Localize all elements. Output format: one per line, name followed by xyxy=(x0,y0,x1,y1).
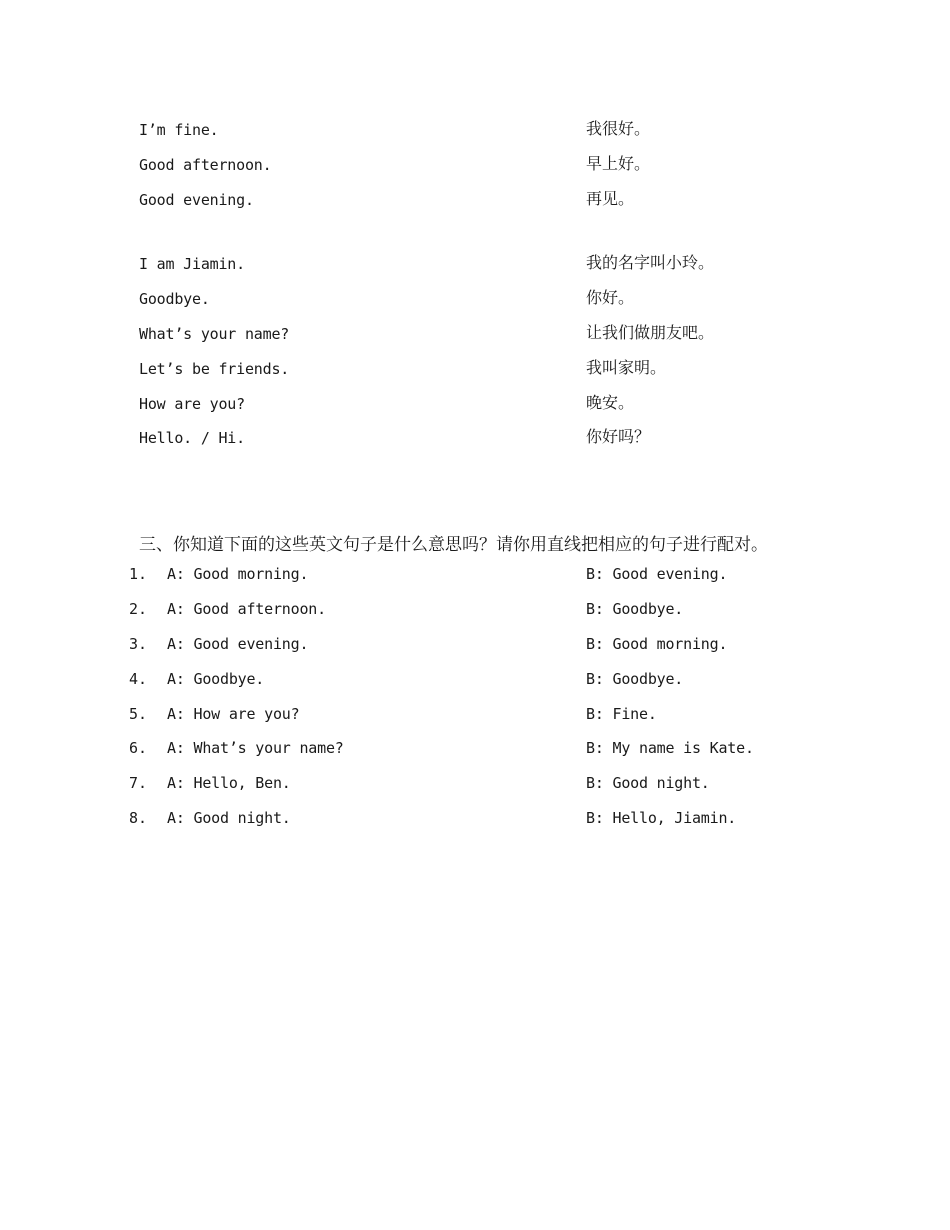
dialog-row xyxy=(0,801,950,836)
dialog-a: A: Good night. xyxy=(167,809,291,827)
english-phrase: What’s your name? xyxy=(139,325,290,343)
match-row xyxy=(0,148,950,183)
dialog-row xyxy=(0,592,950,627)
match-row xyxy=(0,317,950,352)
english-phrase: Good afternoon. xyxy=(139,156,272,174)
dialog-a: A: Good evening. xyxy=(167,635,309,653)
item-number: 1. xyxy=(129,565,148,583)
dialog-row xyxy=(0,662,950,697)
match-row xyxy=(0,282,950,317)
chinese-phrase: 我很好。 xyxy=(586,119,651,138)
match-row xyxy=(0,421,950,456)
english-phrase: Hello. / Hi. xyxy=(139,429,245,447)
dialog-row xyxy=(0,697,950,732)
english-phrase: I’m fine. xyxy=(139,121,219,139)
dialog-row xyxy=(0,731,950,766)
dialog-b: B: Goodbye. xyxy=(586,670,684,688)
dialog-b: B: Goodbye. xyxy=(586,600,684,618)
english-phrase: Goodbye. xyxy=(139,290,210,308)
match-row xyxy=(0,352,950,387)
english-phrase: Let’s be friends. xyxy=(139,360,290,378)
dialog-a: A: Hello, Ben. xyxy=(167,774,291,792)
section-heading: 三、你知道下面的这些英文句子是什么意思吗？请你用直线把相应的句子进行配对。 xyxy=(139,535,768,555)
item-number: 3. xyxy=(129,635,148,653)
match-row xyxy=(0,387,950,422)
dialog-b: B: Hello, Jiamin. xyxy=(586,809,737,827)
dialog-b: B: My name is Kate. xyxy=(586,739,754,757)
item-number: 7. xyxy=(129,774,148,792)
dialog-a: A: What’s your name? xyxy=(167,739,344,757)
chinese-phrase: 晚安。 xyxy=(586,393,635,412)
chinese-phrase: 让我们做朋友吧。 xyxy=(586,323,715,342)
dialog-b: B: Good evening. xyxy=(586,565,728,583)
dialog-b: B: Fine. xyxy=(586,705,657,723)
item-number: 2. xyxy=(129,600,148,618)
chinese-phrase: 你好吗？ xyxy=(586,427,651,446)
dialog-row xyxy=(0,557,950,592)
dialog-a: A: Good morning. xyxy=(167,565,309,583)
chinese-phrase: 再见。 xyxy=(586,189,635,208)
item-number: 8. xyxy=(129,809,148,827)
chinese-phrase: 我叫家明。 xyxy=(586,358,667,377)
match-row xyxy=(0,113,950,148)
dialog-a: A: Good afternoon. xyxy=(167,600,326,618)
item-number: 4. xyxy=(129,670,148,688)
match-row xyxy=(0,247,950,282)
dialog-b: B: Good night. xyxy=(586,774,710,792)
item-number: 5. xyxy=(129,705,148,723)
dialog-b: B: Good morning. xyxy=(586,635,728,653)
chinese-phrase: 你好。 xyxy=(586,288,635,307)
english-phrase: How are you? xyxy=(139,395,245,413)
match-row xyxy=(0,183,950,218)
english-phrase: Good evening. xyxy=(139,191,254,209)
english-phrase: I am Jiamin. xyxy=(139,255,245,273)
dialog-a: A: Goodbye. xyxy=(167,670,265,688)
item-number: 6. xyxy=(129,739,148,757)
dialog-a: A: How are you? xyxy=(167,705,300,723)
dialog-row xyxy=(0,627,950,662)
dialog-row xyxy=(0,766,950,801)
chinese-phrase: 我的名字叫小玲。 xyxy=(586,253,715,272)
chinese-phrase: 早上好。 xyxy=(586,154,651,173)
